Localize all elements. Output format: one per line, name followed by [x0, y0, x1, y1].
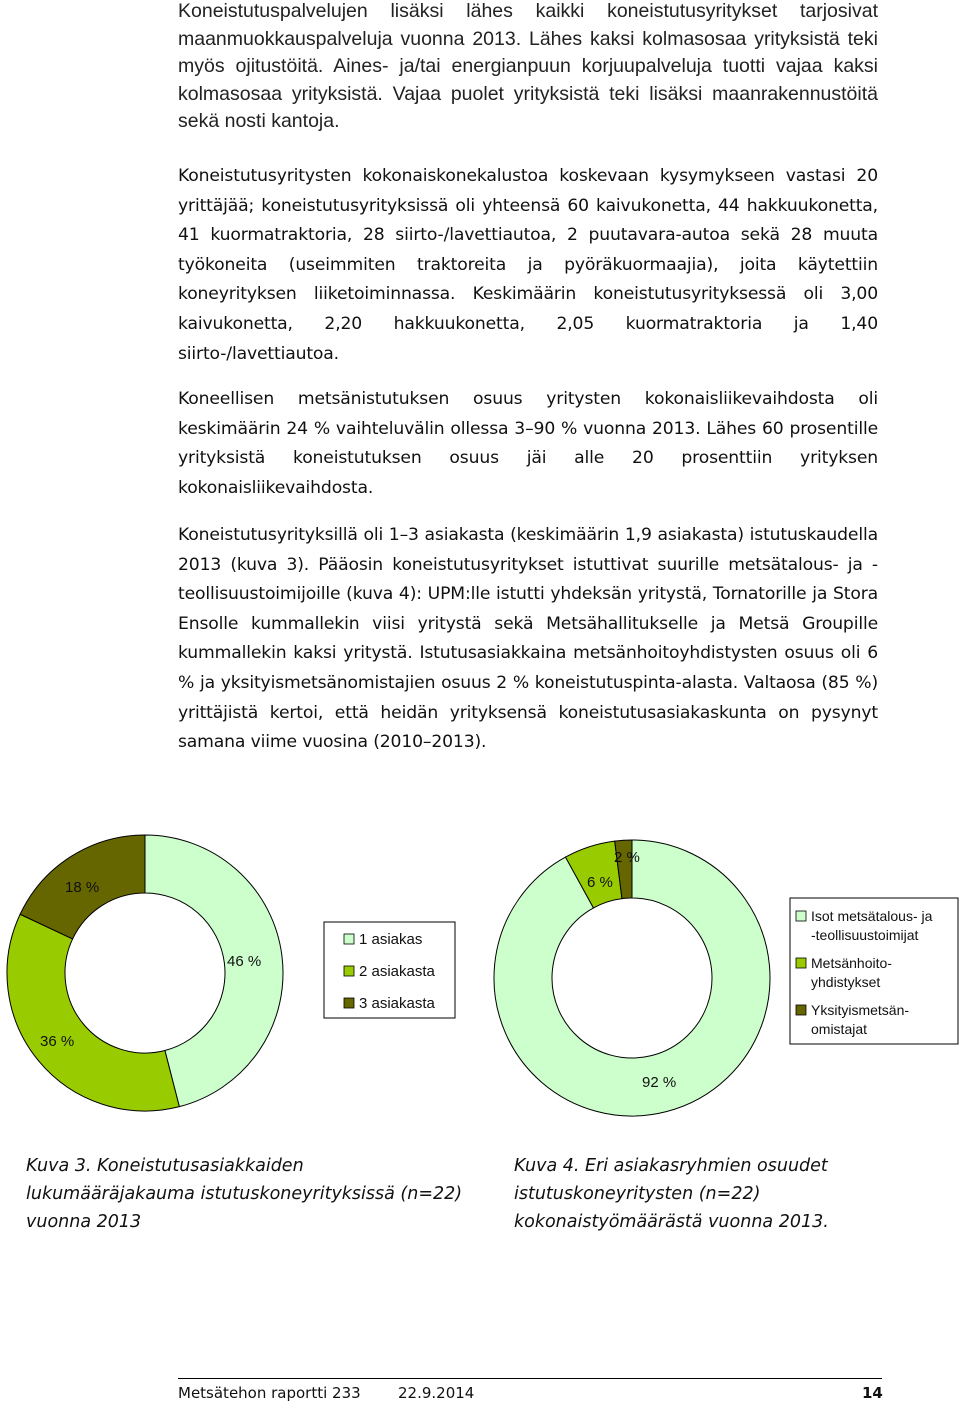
chart-kuva3-label-2: 36 %	[40, 1033, 75, 1050]
chart-kuva3-svg	[0, 828, 470, 1128]
legend-label-3: 3 asiakasta	[359, 995, 435, 1012]
legend-label-2b: yhdistykset	[811, 974, 881, 990]
legend-swatch-3	[796, 1005, 806, 1015]
chart-kuva3	[0, 828, 470, 1128]
legend-label-1a: Isot metsätalous- ja	[811, 908, 933, 924]
paragraph-services: Koneistutuspalvelujen lisäksi lähes kaikki koneistutusyritykset tarjosivat maanmuokkauspalveluja vuonna 2013. Lähes kaksi kolmasosaa yrityksistä teki myös ojitustöitä. Aines- ja/tai energianpuun korjuupalveluja tuotti vajaa kaksi kolmasosaa yrityksistä. Vajaa puolet yrityksistä teki lisäksi maanrakennustöitä sekä nosti kantoja.	[178, 0, 878, 132]
footer-page-number: 14	[862, 1384, 883, 1402]
chart-kuva4-label-3: 2 %	[614, 849, 640, 866]
legend-swatch-1	[796, 911, 806, 921]
chart-kuva4-label-1: 92 %	[642, 1074, 677, 1091]
chart-kuva4-svg	[480, 828, 960, 1128]
chart-kuva3-legend	[324, 922, 455, 1018]
legend-label-2: 2 asiakasta	[359, 963, 435, 980]
legend-label-3b: omistajat	[811, 1021, 868, 1037]
paragraph-machinery: Koneistutusyritysten kokonaiskonekalustoa koskevaan kysymykseen vastasi 20 yrittäjää; koneistutusyrityksissä oli yhteensä 60 kaivukonetta, 44 hakkuukonetta, 41 kuormatraktoria, 28 siirto-/lavettiautoa, 2 puutavara-autoa sekä 28 muuta työkoneita (useimmiten traktoreita ja pyöräkuormaajia), joita käytettiin koneyrityksen liiketoiminnassa. Keskimäärin koneistutusyrityksessä oli 3,00 kaivukonetta, 2,20 hakkuukonetta, 2,05 kuormatraktoria ja 1,40 siirto-/lavettiautoa.	[178, 166, 878, 364]
chart-kuva4-legend	[790, 898, 958, 1044]
legend-swatch-2	[796, 958, 806, 968]
footer-report-name: Metsätehon raportti 233	[178, 1384, 361, 1402]
legend-swatch-1	[344, 934, 354, 944]
legend-label-1: 1 asiakas	[359, 931, 423, 948]
kuva3-slice-2	[7, 914, 179, 1111]
footer-divider	[178, 1378, 882, 1379]
caption-kuva3: Kuva 3. Koneistutusasiakkaiden lukumääräjakauma istutuskoneyrityksissä (n=22) vuonna 2013	[26, 1156, 463, 1232]
chart-kuva3-label-3: 18 %	[65, 879, 100, 896]
paragraph-customers: Koneistutusyrityksillä oli 1–3 asiakasta (keskimäärin 1,9 asiakasta) istutuskaudella 2013 (kuva 3). Pääosin koneistutusyritykset istuttivat suurille metsätalous- ja -teollisuustoimijoille (kuva 4): UPM:lle istutti yhdeksän yritystä, Tornatorille ja Stora Ensolle kummallekin viisi yritystä sekä Metsähallitukselle ja Metsä Groupille kummallekin kaksi yritystä. Istutusasiakkaina metsänhoitoyhdistysten osuus oli 6 % ja yksityismetsänomistajien osuus 2 % koneistutuspinta-alasta. Valtaosa (85 %) yrittäjistä kertoi, että heidän yrityksensä koneistutusasiakaskunta on pysynyt samana viime vuosina (2010–2013).	[178, 525, 878, 753]
chart-kuva3-label-1: 46 %	[227, 953, 262, 970]
chart-kuva4-label-2: 6 %	[587, 874, 613, 891]
paragraph-turnover-share: Koneellisen metsänistutuksen osuus yritysten kokonaisliikevaihdosta oli keskimäärin 24 % vaihteluvälin ollessa 3–90 % vuonna 2013. Lähes 60 prosentille yrityksistä koneistutuksen osuus jäi alle 20 prosenttiin yrityksen kokonaisliikevaihdosta.	[178, 389, 878, 498]
legend-label-3a: Yksityismetsän-	[811, 1002, 910, 1018]
footer-date: 22.9.2014	[398, 1384, 475, 1402]
legend-label-2a: Metsänhoito-	[811, 955, 892, 971]
legend-label-1b: -teollisuustoimijat	[811, 927, 919, 943]
caption-kuva4: Kuva 4. Eri asiakasryhmien osuudet istutuskoneyritysten (n=22) kokonaistyömäärästä vuonna 2013.	[514, 1156, 829, 1232]
chart-kuva4	[480, 828, 960, 1128]
legend-swatch-3	[344, 998, 354, 1008]
legend-swatch-2	[344, 966, 354, 976]
